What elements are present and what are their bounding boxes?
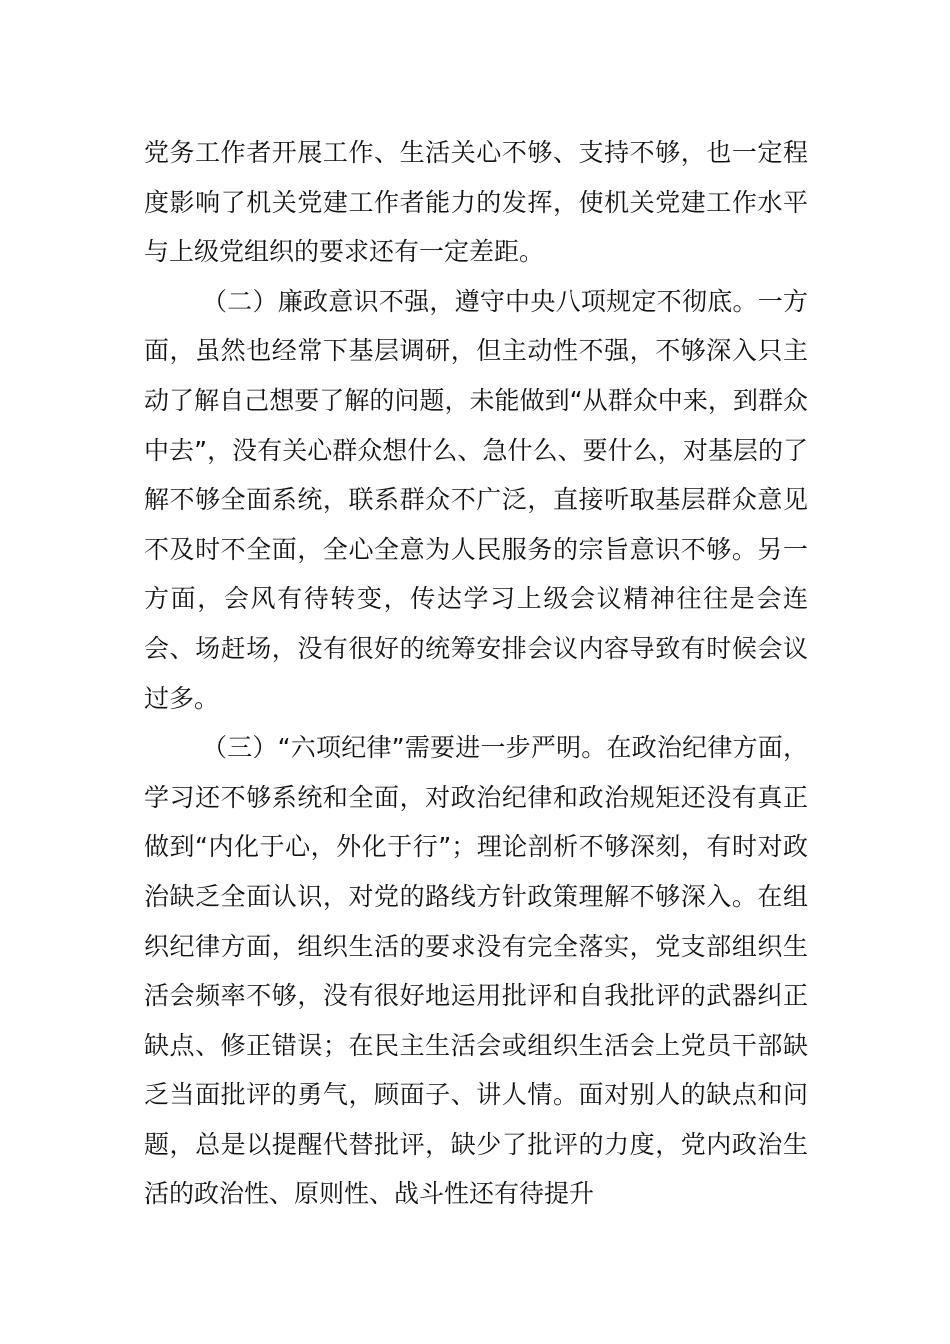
paragraph-continuation: 党务工作者开展工作、生活关心不够、支持不够，也一定程度影响了机关党建工作者能力的发挥，使机关党建工作水平与上级党组织的要求还有一定差距。 [144,138,808,267]
paragraph-section-two: （二）廉政意识不强，遵守中央八项规定不彻底。一方面，虽然也经常下基层调研，但主动性不强，不够深入只主动了解自己想要了解的问题，未能做到“从群众中来，到群众中去”，没有关心群众想什么、急什么、要什么，对基层的了解不够全面系统，联系群众不广泛，直接听取基层群众意见不及时不全面，全心全意为人民服务的宗旨意识不够。另一方面，会风有待转变，传达学习上级会议精神往往是会连会、场赶场，没有很好的统筹安排会议内容导致有时候会议过多。 [144,286,808,713]
paragraph-section-three: （三）“六项纪律”需要进一步严明。在政治纪律方面，学习还不够系统和全面，对政治纪律和政治规矩还没有真正做到“内化于心，外化于行”；理论剖析不够深刻，有时对政治缺乏全面认识，对党的路线方针政策理解不够深入。在组织纪律方面，组织生活的要求没有完全落实，党支部组织生活会频率不够，没有很好地运用批评和自我批评的武器纠正缺点、修正错误；在民主生活会或组织生活会上党员干部缺乏当面批评的勇气，顾面子、讲人情。面对别人的缺点和问题，总是以提醒代替批评，缺少了批评的力度，党内政治生活的政治性、原则性、战斗性还有待提升 [144,733,808,1209]
document-body [144,128,808,1219]
